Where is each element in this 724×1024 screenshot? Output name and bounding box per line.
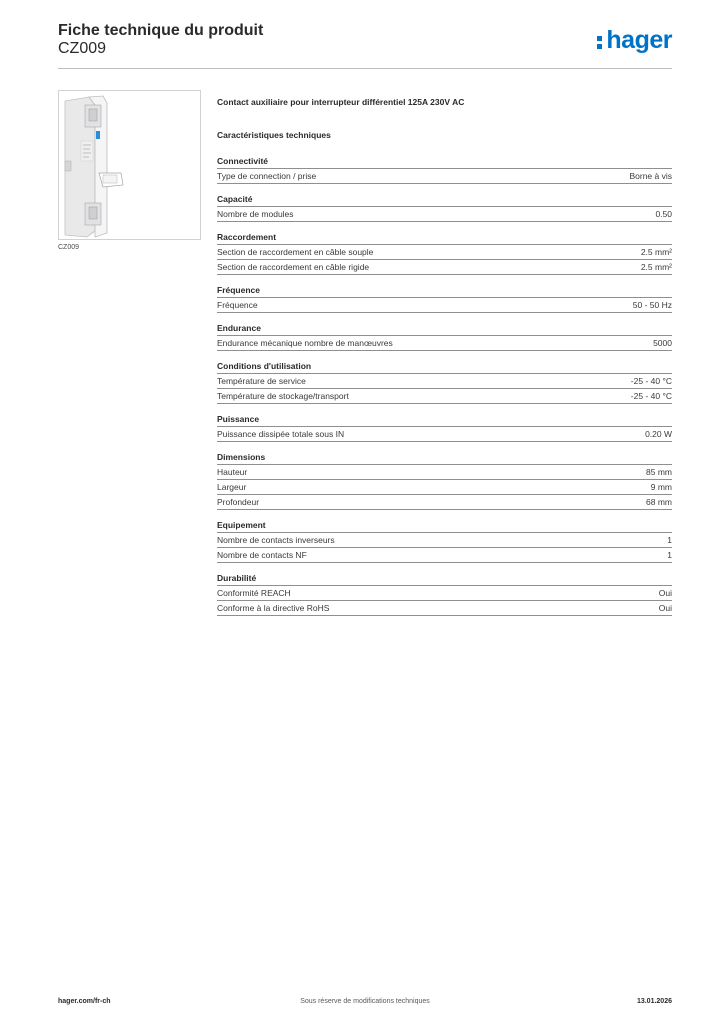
section-title: Conditions d'utilisation (217, 360, 672, 374)
footer-disclaimer: Sous réserve de modifications techniques (300, 998, 430, 1005)
image-caption: CZ009 (58, 244, 80, 251)
spec-value: -25 - 40 °C (630, 391, 672, 401)
footer-date: 13.01.2026 (636, 998, 672, 1005)
spec-row (217, 586, 672, 601)
product-reference: CZ009 (58, 40, 107, 57)
spec-label: Type de connection / prise (217, 171, 317, 181)
document-title: Fiche technique du produit (58, 22, 264, 39)
page-footer (58, 998, 672, 1010)
spec-label: Conformité REACH (217, 588, 291, 598)
spec-value: 5000 (653, 338, 672, 348)
spec-label: Nombre de contacts NF (217, 550, 307, 560)
spec-row (217, 374, 672, 389)
spec-label: Section de raccordement en câble souple (217, 247, 374, 257)
spec-row (217, 245, 672, 260)
spec-value: 68 mm (646, 497, 672, 507)
spec-value: 2.5 mm² (640, 262, 672, 272)
spec-label: Conforme à la directive RoHS (217, 603, 330, 613)
spec-section (217, 451, 672, 510)
section-title: Connectivité (217, 155, 672, 169)
spec-sections (217, 155, 672, 616)
technical-characteristics-heading: Caractéristiques techniques (217, 130, 331, 140)
spec-value: 9 mm (650, 482, 672, 492)
spec-label: Section de raccordement en câble rigide (217, 262, 370, 272)
spec-row (217, 465, 672, 480)
spec-section (217, 413, 672, 442)
spec-value: 0.20 W (645, 429, 672, 439)
page-header (58, 22, 672, 68)
logo-text: hager (606, 26, 672, 54)
spec-label: Largeur (217, 482, 247, 492)
spec-value: Oui (658, 588, 672, 598)
spec-row (217, 336, 672, 351)
spec-label: Fréquence (217, 300, 258, 310)
spec-section (217, 519, 672, 563)
spec-row (217, 495, 672, 510)
footer-website-link[interactable]: hager.com/fr-ch (58, 998, 111, 1005)
section-title: Endurance (217, 322, 672, 336)
spec-label: Hauteur (217, 467, 248, 477)
product-description: Contact auxiliaire pour interrupteur différentiel 125A 230V AC (217, 97, 465, 107)
spec-value: 0.50 (655, 209, 672, 219)
spec-label: Température de stockage/transport (217, 391, 349, 401)
spec-row (217, 548, 672, 563)
spec-section (217, 572, 672, 616)
section-title: Fréquence (217, 284, 672, 298)
spec-label: Puissance dissipée totale sous IN (217, 429, 345, 439)
spec-value: Oui (658, 603, 672, 613)
spec-row (217, 427, 672, 442)
spec-row (217, 601, 672, 616)
spec-content (217, 96, 672, 625)
spec-row (217, 480, 672, 495)
spec-value: -25 - 40 °C (630, 376, 672, 386)
spec-row (217, 298, 672, 313)
spec-value: 2.5 mm² (640, 247, 672, 257)
spec-label: Température de service (217, 376, 306, 386)
spec-section (217, 360, 672, 404)
section-title: Equipement (217, 519, 672, 533)
spec-section (217, 231, 672, 275)
spec-row (217, 169, 672, 184)
section-title: Puissance (217, 413, 672, 427)
spec-section (217, 322, 672, 351)
spec-row (217, 260, 672, 275)
section-title: Durabilité (217, 572, 672, 586)
spec-label: Nombre de modules (217, 209, 294, 219)
section-title: Raccordement (217, 231, 672, 245)
spec-row (217, 389, 672, 404)
spec-section (217, 193, 672, 222)
spec-section (217, 284, 672, 313)
hager-logo (597, 26, 672, 54)
spec-value: 85 mm (646, 467, 672, 477)
spec-row (217, 533, 672, 548)
header-divider (58, 68, 672, 69)
spec-row (217, 207, 672, 222)
spec-label: Endurance mécanique nombre de manœuvres (217, 338, 393, 348)
spec-value: 1 (667, 550, 672, 560)
spec-label: Profondeur (217, 497, 260, 507)
spec-value: 1 (667, 535, 672, 545)
logo-colon-icon (597, 30, 604, 50)
product-image (58, 90, 201, 240)
spec-value: Borne à vis (629, 171, 672, 181)
section-title: Dimensions (217, 451, 672, 465)
spec-value: 50 - 50 Hz (632, 300, 672, 310)
auxiliary-contact-image (59, 91, 200, 239)
section-title: Capacité (217, 193, 672, 207)
spec-label: Nombre de contacts inverseurs (217, 535, 335, 545)
spec-section (217, 155, 672, 184)
